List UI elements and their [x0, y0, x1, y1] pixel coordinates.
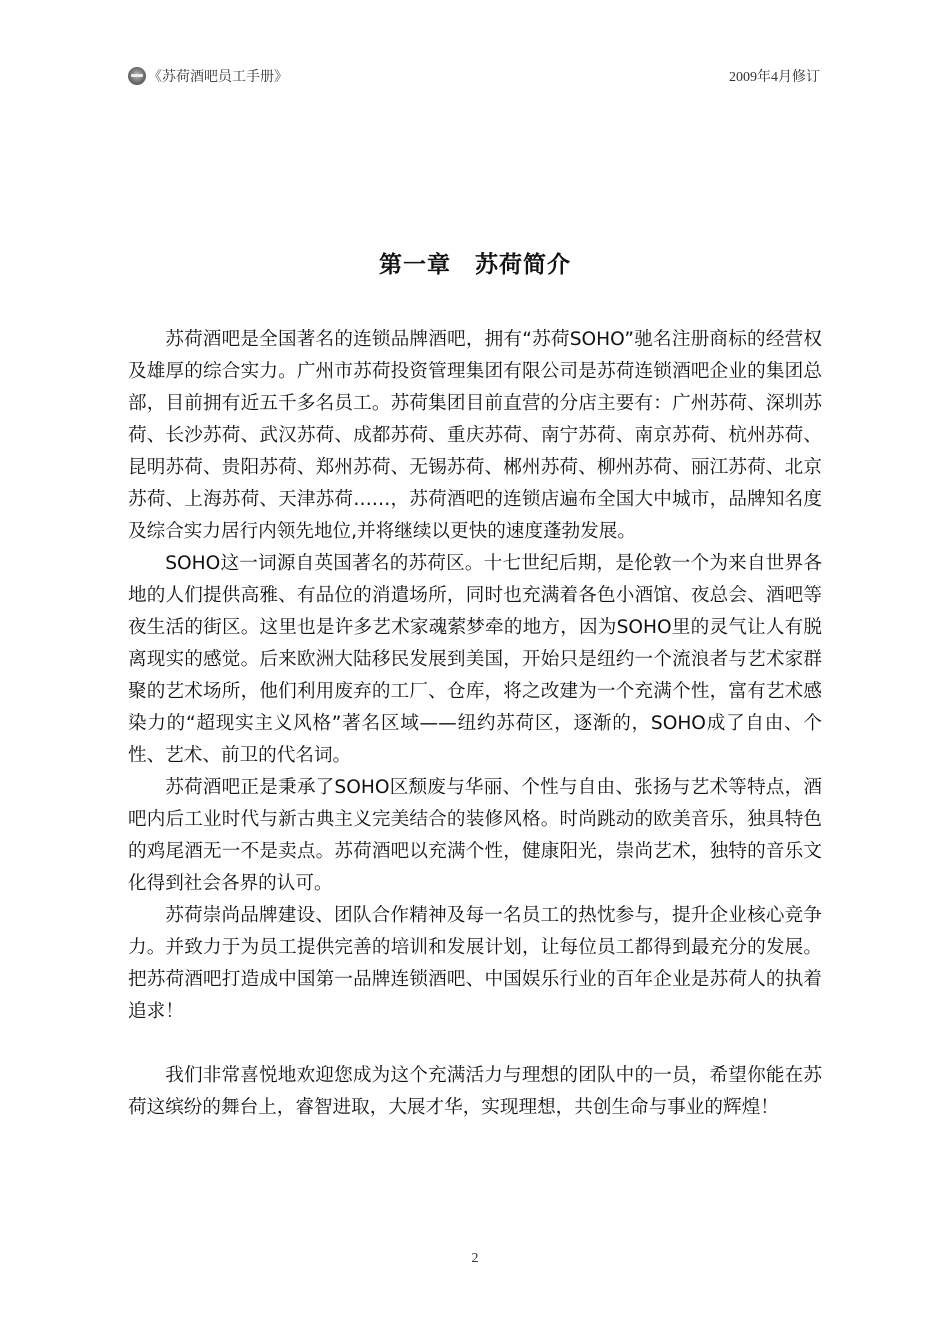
revision-date: 2009年4月修订 [729, 70, 820, 85]
paragraph-welcome: 我们非常喜悦地欢迎您成为这个充满活力与理想的团队中的一员，希望你能在苏荷这缤纷的舞台上，睿智进取，大展才华，实现理想，共创生命与事业的辉煌！ [128, 1065, 822, 1118]
paragraph-intro: 苏荷酒吧是全国著名的连锁品牌酒吧，拥有“苏荷SOHO”驰名注册商标的经营权及雄厚的综合实力。广州市苏荷投资管理集团有限公司是苏荷连锁酒吧企业的集团总部，目前拥有近五千多名员工。苏荷集团目前直营的分店主要有：广州苏荷、深圳苏荷、长沙苏荷、武汉苏荷、成都苏荷、重庆苏荷、南宁苏荷、南京苏荷、杭州苏荷、昆明苏荷、贵阳苏荷、郑州苏荷、无锡苏荷、郴州苏荷、柳州苏荷、丽江苏荷、北京苏荷、上海苏荷、天津苏荷……，苏荷酒吧的连锁店遍布全国大中城市，品牌知名度及综合实力居行内领先地位,并将继续以更快的速度蓬勃发展。 [128, 329, 822, 542]
header-divider [128, 91, 820, 92]
paragraph-bar-style: 苏荷酒吧正是秉承了SOHO区颓废与华丽、个性与自由、张扬与艺术等特点，酒吧内后工业时代与新古典主义完美结合的装修风格。时尚跳动的欧美音乐，独具特色的鸡尾酒无一不是卖点。苏荷酒吧以充满个性，健康阳光，崇尚艺术，独特的音乐文化得到社会各界的认可。 [128, 777, 822, 894]
paragraph-soho-origin: SOHO这一词源自英国著名的苏荷区。十七世纪后期，是伦敦一个为来自世界各地的人们提供高雅、有品位的消遣场所，同时也充满着各色小酒馆、夜总会、酒吧等夜生活的街区。这里也是许多艺术家魂萦梦牵的地方，因为SOHO里的灵气让人有脱离现实的感觉。后来欧洲大陆移民发展到美国，开始只是纽约一个流浪者与艺术家群聚的艺术场所，他们利用废弃的工厂、仓库，将之改建为一个充满个性，富有艺术感染力的“超现实主义风格”著名区域——纽约苏荷区，逐渐的，SOHO成了自由、个性、艺术、前卫的代名词。 [128, 553, 822, 766]
page-number: 2 [471, 1251, 479, 1266]
chapter-body [128, 324, 822, 1124]
page-header [128, 66, 820, 92]
chapter-title: 第一章 苏荷简介 [379, 252, 571, 278]
soho-logo-icon [128, 67, 146, 85]
manual-title: 《苏荷酒吧员工手册》 [148, 70, 288, 85]
header-left [128, 66, 288, 86]
paragraph-brand-values: 苏荷崇尚品牌建设、团队合作精神及每一名员工的热忱参与，提升企业核心竞争力。并致力于为员工提供完善的培训和发展计划，让每位员工都得到最充分的发展。把苏荷酒吧打造成中国第一品牌连锁酒吧、中国娱乐行业的百年企业是苏荷人的执着追求！ [128, 905, 822, 1022]
